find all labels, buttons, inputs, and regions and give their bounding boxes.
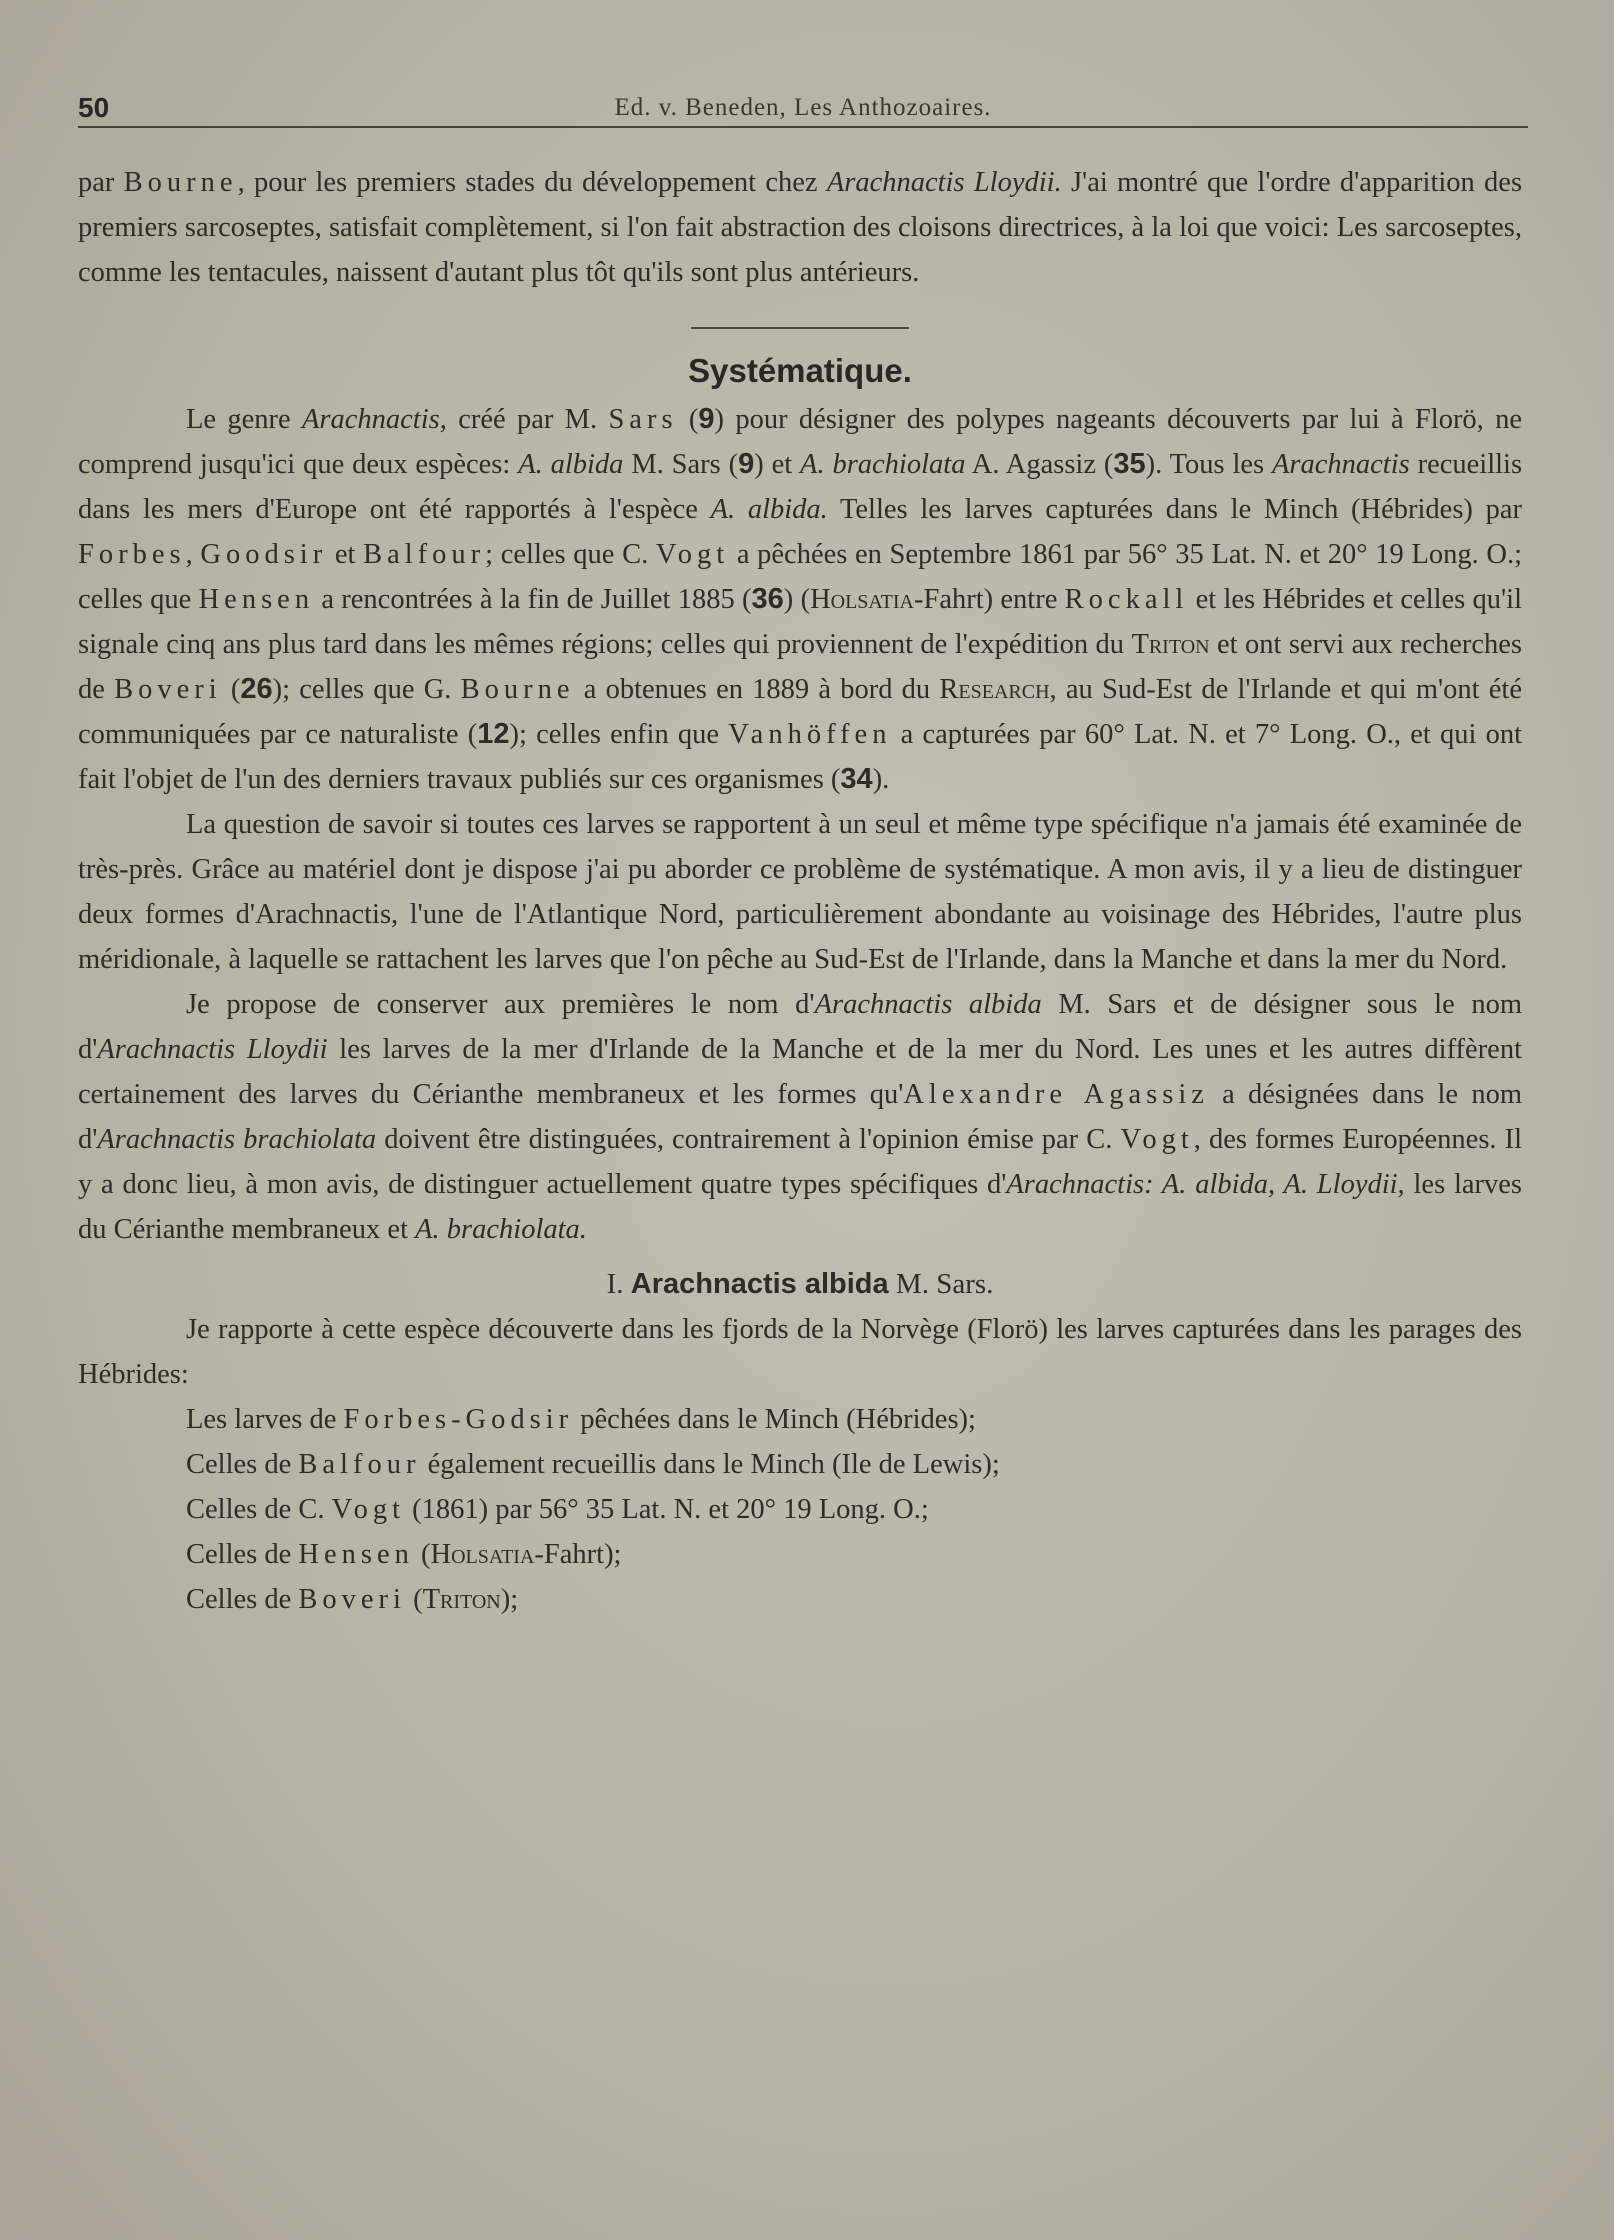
paragraph-species-intro: Je rapporte à cette espèce découverte dans les fjords de la Norvège (Florö) les larves capturées dans les parages des Hébrides:: [78, 1314, 1522, 1390]
page-header: [78, 92, 1528, 128]
paragraph-proposal: Je propose de conserver aux premières le nom d'Arachnactis albida M. Sars et de désigner sous le nom d'Arachnactis Lloydii les larves de la mer d'Irlande de la Manche et de la mer du Nord. Les unes et les autres diffèrent certainement des larves du Cérianthe membraneux et les formes qu'Alexandre Agassiz a désignées dans le nom d'Arachnactis brachiolata doivent être distinguées, contrairement à l'opinion émise par C. Vogt, des formes Européennes. Il y a donc lieu, à mon avis, de distinguer actuellement quatre types spécifiques d'Arachnactis: A. albida, A. Lloydii, les larves du Cérianthe membraneux et A. brachiolata.: [78, 989, 1523, 1245]
list-item: Les larves de Forbes-Godsir pêchées dans le Minch (Hébrides);: [186, 1404, 976, 1435]
body-text: [78, 160, 1522, 1622]
list-item: Celles de C. Vogt (1861) par 56° 35 Lat. N. et 20° 19 Long. O.;: [186, 1494, 929, 1525]
paragraph-genus: Le genre Arachnactis, créé par M. Sars (9) pour désigner des polypes nageants découverts par lui à Florö, ne comprend jusqu'ici que deux espèces: A. albida M. Sars (9) et A. brachiolata A. Agassiz (35). Tous les Arachnactis recueillis dans les mers d'Europe ont été rapportés à l'espèce A. albida. Telles les larves capturées dans le Minch (Hébrides) par Forbes, Goodsir et Balfour; celles que C. Vogt a pêchées en Septembre 1861 par 56° 35 Lat. N. et 20° 19 Long. O.; celles que Hensen a rencontrées à la fin de Juillet 1885 (36) (Holsatia-Fahrt) entre Rockall et les Hébrides et celles qu'il signale cinq ans plus tard dans les mêmes régions; celles qui proviennent de l'expédition du Triton et ont servi aux recherches de Boveri (26); celles que G. Bourne a obtenues en 1889 à bord du Research, au Sud-Est de l'Irlande et qui m'ont été communiquées par ce naturaliste (12); celles enfin que Vanhöffen a capturées par 60° Lat. N. et 7° Long. O., et qui ont fait l'objet de l'un des derniers travaux publiés sur ces organismes (34).: [78, 403, 1523, 795]
section-title: Systématique.: [688, 352, 912, 389]
paragraph-question: La question de savoir si toutes ces larves se rapportent à un seul et même type spécifique n'a jamais été examinée de très-près. Grâce au matériel dont je dispose j'ai pu aborder ce problème de systématique. A mon avis, il y a lieu de distinguer deux formes d'Arachnactis, l'une de l'Atlantique Nord, particulièrement abondante au voisinage des Hébrides, l'autre plus méridionale, à laquelle se rattachent les larves que l'on pêche au Sud-Est de l'Irlande, dans la Manche et dans la mer du Nord.: [78, 809, 1522, 975]
list-item: Celles de Balfour également recueillis dans le Minch (Ile de Lewis);: [186, 1449, 1000, 1480]
species-heading: I. Arachnactis albida M. Sars.: [606, 1268, 994, 1300]
running-head: Ed. v. Beneden, Les Anthozoaires.: [614, 94, 992, 121]
intro-paragraph: par Bourne, pour les premiers stades du développement chez Arachnactis Lloydii. J'ai montré que l'ordre d'apparition des premiers sarcoseptes, satisfait complètement, si l'on fait abstraction des cloisons directrices, à la loi que voici: Les sarcoseptes, comme les tentacules, naissent d'autant plus tôt qu'ils sont plus antérieurs.: [78, 167, 1523, 288]
list-item: Celles de Boveri (Triton);: [186, 1584, 519, 1615]
page-number: 50: [78, 92, 110, 123]
list-item: Celles de Hensen (Holsatia-Fahrt);: [186, 1539, 622, 1570]
section-divider: [691, 327, 909, 329]
